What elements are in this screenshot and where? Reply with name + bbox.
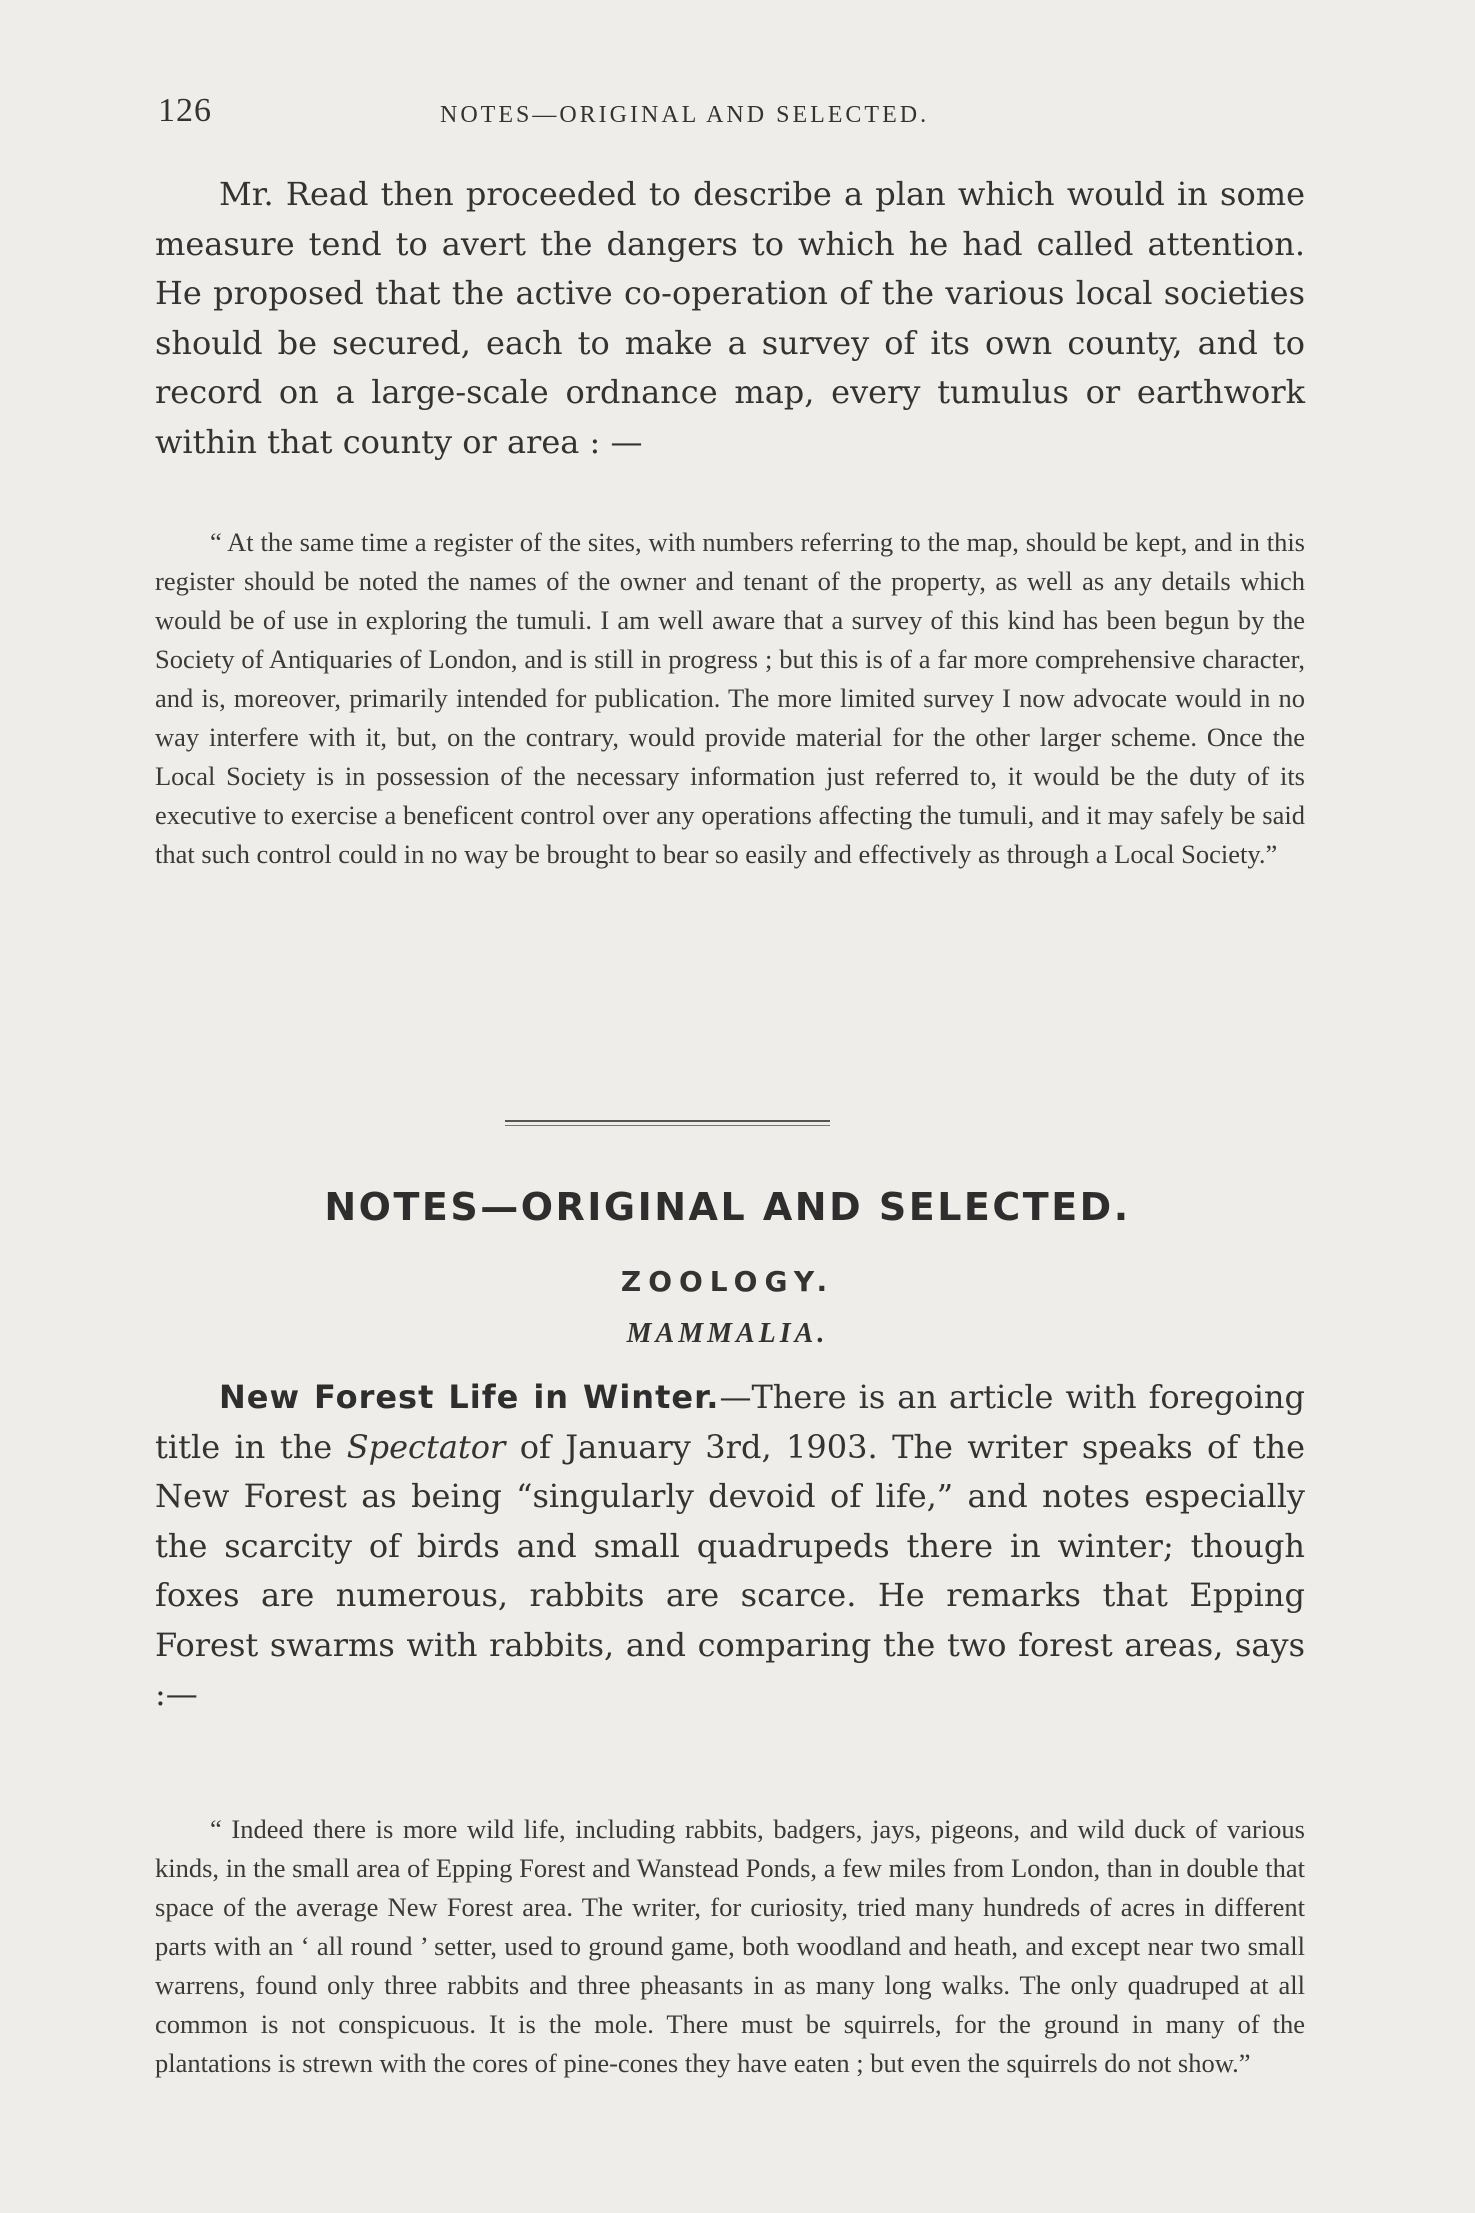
- section-subsubheading-mammalia: MAMMALIA.: [626, 1318, 829, 1349]
- paragraph-text: Mr. Read then proceeded to describe a plan which would in some measure tend to avert the dangers to which he had called attention. He proposed that the active co-operation of the various local societies should be secured, each to make a survey of its own county, and to record on a large-scale ordnance map, every tumulus or earthwork within that county or area : —: [155, 175, 1305, 461]
- article-title: New Forest Life in Winter.: [219, 1378, 720, 1416]
- quote-text: “ At the same time a register of the sites, with numbers referring to the map, should be kept, and in this register should be noted the names of the owner and tenant of the property, as well as any details which would be of use in exploring the tumuli. I am well aware that a survey of this kind has been begun by the Society of Antiquaries of London, and is still in progress ; but this is of a far more comprehensive character, and is, moreover, primarily intended for publication. The more limited survey I now advocate would in no way interfere with it, but, on the contrary, would provide material for the other larger scheme. Once the Local Society is in possession of the necessary information just referred to, it would be the duty of its executive to exercise a beneficent control over any operations affecting the tumuli, and it may safely be said that such control could in no way be brought to bear so easily and effectively as through a Local Society.”: [155, 527, 1305, 869]
- running-title: NOTES—ORIGINAL AND SELECTED.: [440, 102, 930, 128]
- article-new-forest-life: [155, 1373, 1305, 1720]
- quote-text: “ Indeed there is more wild life, including rabbits, badgers, jays, pigeons, and wild duck of various kinds, in the small area of Epping Forest and Wanstead Ponds, a few miles from London, than in double that space of the average New Forest area. The writer, for curiosity, tried many hundreds of acres in different parts with an ‘ all round ’ setter, used to ground game, both woodland and heath, and except near two small warrens, found only three rabbits and three pheasants in as many long walks. The only quadruped at all common is not conspicuous. It is the mole. There must be squirrels, for the ground in many of the plantations is strewn with the cores of pine-cones they have eaten ; but even the squirrels do not show.”: [155, 1814, 1305, 2078]
- article-text-part-2: of January 3rd, 1903. The writer speaks of the New Forest as being “singularly devoid of life,” and notes especially the scarcity of birds and small quadrupeds there in winter; though foxes are numerous, rabbits are scarce. He remarks that Epping Forest swarms with rabbits, and comparing the two forest areas, says :—: [155, 1427, 1306, 1713]
- section-subheading-zoology: ZOOLOGY.: [620, 1265, 835, 1298]
- running-head: [150, 90, 1305, 140]
- quote-epping-forest: [155, 1810, 1305, 2083]
- document-page: [150, 80, 1305, 2160]
- page-number: 126: [158, 92, 212, 129]
- paragraph-read-proposal: [155, 170, 1305, 467]
- article-text-part-1: —There is an article with foregoing title in the: [155, 1378, 1305, 1466]
- section-heading: NOTES—ORIGINAL AND SELECTED.: [324, 1185, 1131, 1229]
- section-divider-rule: [505, 1120, 830, 1126]
- divider-line-thick: [505, 1120, 830, 1122]
- journal-name: Spectator: [346, 1427, 506, 1466]
- divider-line-thin: [505, 1125, 830, 1126]
- quote-register-of-sites: [155, 523, 1305, 874]
